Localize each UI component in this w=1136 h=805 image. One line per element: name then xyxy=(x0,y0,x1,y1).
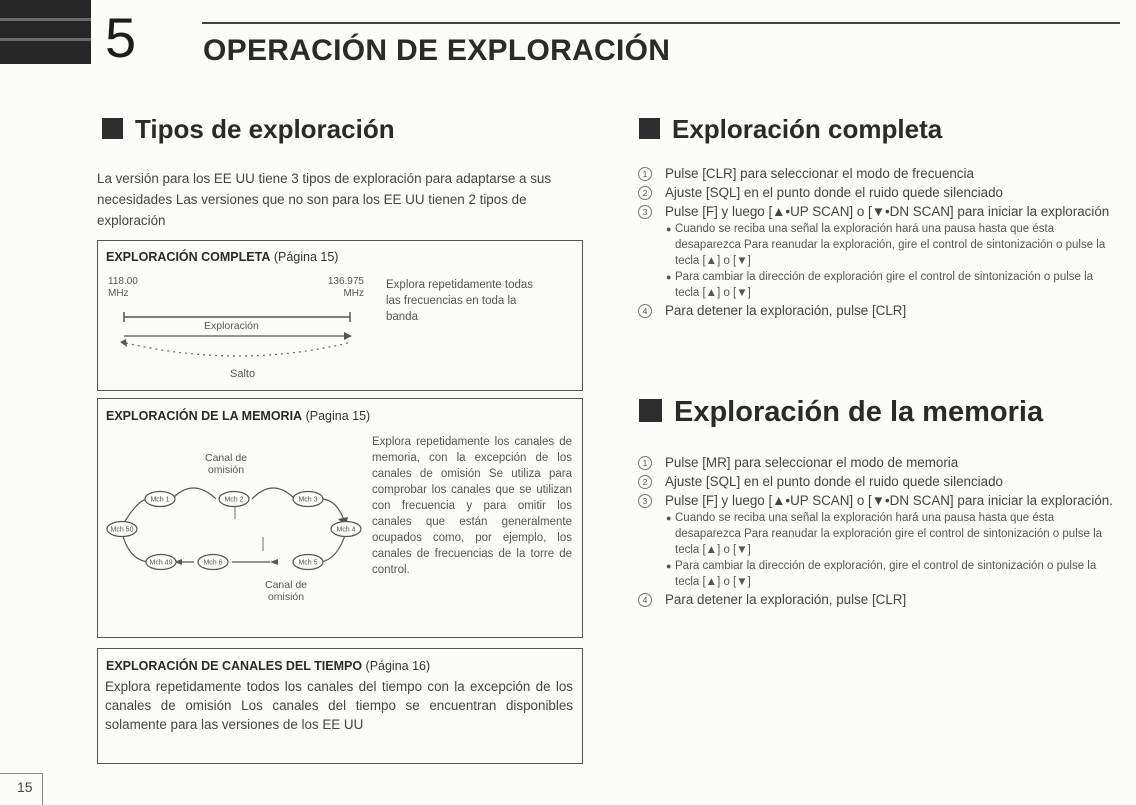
memory-channel-label: Mch 6 xyxy=(203,559,223,567)
box-full-scan-heading: EXPLORACIÓN COMPLETA (Página 15) xyxy=(106,250,339,264)
bullet-dot-icon: ● xyxy=(666,561,672,571)
step-text: Pulse [MR] para seleccionar el modo de memoria xyxy=(665,455,959,470)
step-item xyxy=(638,202,1118,301)
step-number-icon: 3 xyxy=(638,494,652,508)
skip-channel-label-top: Canal de omisión xyxy=(204,452,248,476)
skip-channel-label-bottom: Canal de omisión xyxy=(264,579,308,603)
step-item xyxy=(638,453,1118,472)
skip-label: Salto xyxy=(230,368,256,380)
memory-scan-description: Explora repetidamente los canales de memoria, con la excepción de los canales de omisión Se utiliza para comprobar los canales que se utilizan con frecuencia y para omitir los canales que están generalmente ocupados como, por ejemplo, los canales de frecuencias de la torre de control. xyxy=(372,436,572,576)
header-rule xyxy=(202,22,1120,24)
chapter-number: 5 xyxy=(105,6,137,69)
page-number-rule xyxy=(0,773,42,774)
memory-channel-label: Mch 2 xyxy=(224,496,244,504)
step-number-icon: 4 xyxy=(638,304,652,318)
scan-label: Exploración xyxy=(204,320,259,332)
full-scan-diagram xyxy=(98,241,384,389)
step-note-text: Para cambiar la dirección de exploración, gire el control de sintonización o pulse la tecla [▲] o [▼] xyxy=(675,560,1097,588)
step-note xyxy=(665,558,1118,590)
step-note xyxy=(665,510,1118,558)
memory-scan-diagram xyxy=(98,399,371,635)
square-bullet-icon xyxy=(102,118,123,139)
bullet-dot-icon: ● xyxy=(666,513,672,523)
memory-channel-label: Mch 50 xyxy=(110,526,134,534)
memory-channel-label: Mch 49 xyxy=(149,559,173,567)
page-number-rule xyxy=(42,773,43,805)
memory-channel-label: Mch 1 xyxy=(150,496,170,504)
box-weather-scan-heading: EXPLORACIÓN DE CANALES DEL TIEMPO (Página 16) xyxy=(106,659,431,673)
step-number-icon: 1 xyxy=(638,167,652,181)
step-text: Pulse [CLR] para seleccionar el modo de frecuencia xyxy=(665,166,974,181)
section-title-types: Tipos de exploración xyxy=(102,114,395,145)
section-title-full-scan: Exploración completa xyxy=(639,114,942,145)
page-number: 15 xyxy=(17,779,33,795)
box-full-scan xyxy=(97,240,583,391)
step-note-text: Para cambiar la dirección de exploración gire el control de sintonización o pulse la tecla [▲] o [▼] xyxy=(675,271,1094,299)
step-item xyxy=(638,301,1118,320)
freq-start: 118.00 MHz xyxy=(108,276,138,299)
box-memory-scan-heading: EXPLORACIÓN DE LA MEMORIA (Pagina 15) xyxy=(106,409,371,423)
memory-channel-label: Mch 3 xyxy=(298,496,318,504)
step-text: Para detener la exploración, pulse [CLR] xyxy=(665,303,907,318)
step-number-icon: 3 xyxy=(638,205,652,219)
square-bullet-icon xyxy=(639,118,660,139)
full-scan-description: Explora repetidamente todas las frecuencias en toda la banda xyxy=(386,279,534,323)
chapter-title: OPERACIÓN DE EXPLORACIÓN xyxy=(203,34,671,67)
bullet-dot-icon: ● xyxy=(666,272,672,282)
step-note-text: Cuando se reciba una señal la exploración hará una pausa hasta que ésta desaparezca Para reanudar la exploración gire el control de sintonización o pulse la tecla [▲] o [▼] xyxy=(675,512,1103,556)
tab-stripe xyxy=(0,18,91,21)
step-number-icon: 1 xyxy=(638,456,652,470)
step-note-text: Cuando se reciba una señal la exploración hará una pausa hasta que ésta desaparezca Para reanudar la exploración, gire el control de sintonización o pulse la tecla [▲] o [▼] xyxy=(675,223,1106,267)
box-memory-scan xyxy=(97,398,583,638)
intro-paragraph: La versión para los EE UU tiene 3 tipos de exploración para adaptarse a sus necesidades Las versiones que no son para los EE UU tienen 2 tipos de exploración xyxy=(97,171,552,228)
step-item xyxy=(638,590,1118,609)
step-item xyxy=(638,183,1118,202)
step-note xyxy=(665,221,1118,269)
memory-scan-steps xyxy=(638,453,1118,609)
section-title-memory-scan: Exploración de la memoria xyxy=(639,396,1043,429)
step-number-icon: 2 xyxy=(638,186,652,200)
chapter-tab xyxy=(0,0,91,64)
box-weather-scan xyxy=(97,648,583,764)
step-text: Ajuste [SQL] en el punto donde el ruido quede silenciado xyxy=(665,474,1003,489)
step-number-icon: 2 xyxy=(638,475,652,489)
step-text: Para detener la exploración, pulse [CLR] xyxy=(665,592,907,607)
step-text: Ajuste [SQL] en el punto donde el ruido quede silenciado xyxy=(665,185,1003,200)
step-text: Pulse [F] y luego [▲•UP SCAN] o [▼•DN SCAN] para iniciar la exploración. xyxy=(665,493,1113,508)
bullet-dot-icon: ● xyxy=(666,224,672,234)
step-item xyxy=(638,491,1118,590)
full-scan-steps xyxy=(638,164,1118,320)
step-note xyxy=(665,269,1118,301)
tab-stripe xyxy=(0,38,91,41)
freq-end: 136.975 MHz xyxy=(327,276,364,299)
square-bullet-icon xyxy=(639,399,662,422)
memory-channel-label: Mch 4 xyxy=(336,526,356,534)
weather-scan-description: Explora repetidamente todos los canales del tiempo con la excepción de los canales de omisión Los canales del tiempo se encuentran disponibles solamente para las versiones de los EE UU xyxy=(105,679,573,732)
step-number-icon: 4 xyxy=(638,593,652,607)
step-item xyxy=(638,164,1118,183)
step-item xyxy=(638,472,1118,491)
memory-channel-label: Mch 5 xyxy=(298,559,318,567)
step-text: Pulse [F] y luego [▲•UP SCAN] o [▼•DN SCAN] para iniciar la exploración xyxy=(665,204,1110,219)
